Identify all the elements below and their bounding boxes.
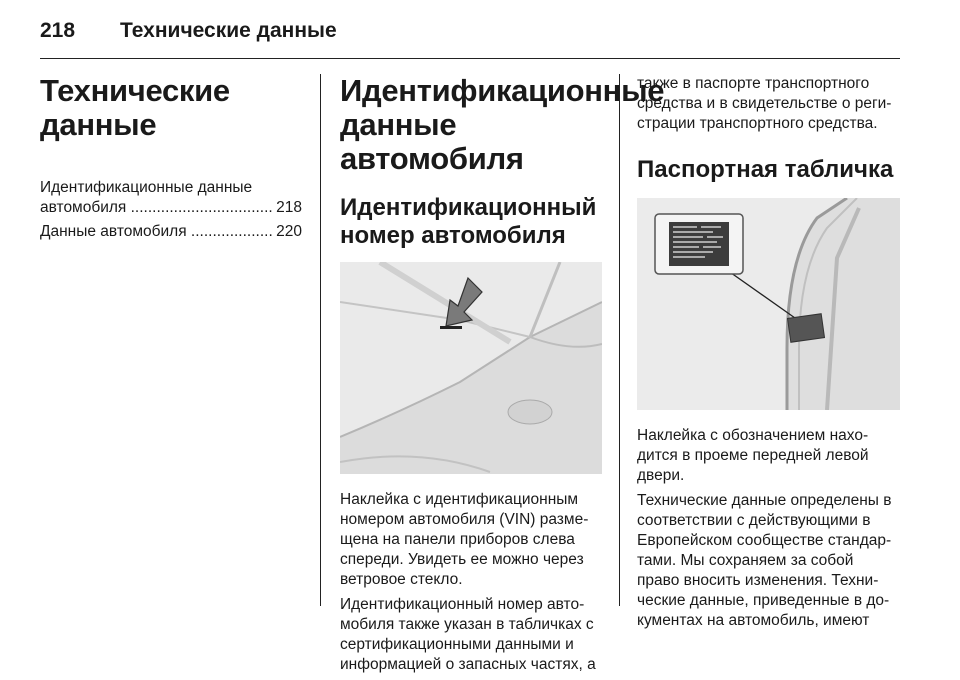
vin-paragraph-1 bbox=[340, 490, 602, 590]
column-toc bbox=[40, 74, 302, 246]
continued-paragraph bbox=[637, 74, 902, 134]
chapter-title: Технические данные bbox=[40, 73, 230, 142]
plate-paragraph-2 bbox=[637, 491, 902, 631]
text-line: сертификационными данными и bbox=[340, 636, 574, 653]
text-line: Европейском сообществе стандар- bbox=[637, 532, 892, 549]
text-line: дится в проеме передней левой bbox=[637, 447, 869, 464]
section-title-line: Идентификационные bbox=[340, 73, 665, 108]
toc-entry-text: автомобиля ..... bbox=[40, 198, 274, 218]
identification-plate-illustration bbox=[637, 198, 900, 410]
toc-page-number: 218 bbox=[276, 199, 302, 216]
text-line: Наклейка с обозначением нахо- bbox=[637, 427, 869, 444]
toc-page-number: 220 bbox=[276, 223, 302, 240]
text-line: Идентификационный номер авто- bbox=[340, 596, 585, 613]
text-line: номером автомобиля (VIN) разме- bbox=[340, 511, 589, 528]
subsection-title-plate: Паспортная табличка bbox=[637, 156, 894, 183]
text-line: кументах на автомобиль, имеют bbox=[637, 612, 870, 629]
toc-entry-text: Идентификационные данные bbox=[40, 179, 253, 196]
text-line: информацией о запасных частях, а bbox=[340, 656, 596, 673]
plate-closeup bbox=[655, 214, 743, 274]
text-line: щена на панели приборов слева bbox=[340, 531, 575, 548]
text-line: мобиля также указан в табличках с bbox=[340, 616, 594, 633]
toc-entry-vehicle-data[interactable] bbox=[40, 222, 302, 242]
text-line: Наклейка с идентификационным bbox=[340, 491, 579, 508]
text-line: соответствии с действующими в bbox=[637, 512, 871, 529]
plate-paragraph-1 bbox=[637, 426, 902, 486]
text-line: право вносить изменения. Техни- bbox=[637, 572, 879, 589]
toc-entry-identification[interactable] bbox=[40, 178, 302, 218]
toc-entry-text: Данные автомобиля ..... bbox=[40, 222, 274, 242]
text-line: ческие данные, приведенные в до- bbox=[637, 592, 890, 609]
header-rule bbox=[40, 58, 900, 59]
column-plate bbox=[637, 74, 902, 636]
vin-location-illustration bbox=[340, 262, 602, 474]
plate-sticker bbox=[787, 314, 824, 342]
vin-paragraph-2 bbox=[340, 595, 602, 675]
text-line: ветровое стекло. bbox=[340, 571, 463, 588]
running-title: Технические данные bbox=[120, 19, 337, 42]
subsection-title-line: Идентификационный bbox=[340, 194, 597, 221]
text-line: также в паспорте транспортного bbox=[637, 75, 870, 92]
text-line: тами. Мы сохраняем за собой bbox=[637, 552, 854, 569]
subsection-title-line: номер автомобиля bbox=[340, 222, 566, 249]
section-title bbox=[340, 73, 665, 176]
subsection-title-vin bbox=[340, 194, 602, 250]
text-line: двери. bbox=[637, 467, 685, 484]
text-line: средства и в свидетельстве о реги- bbox=[637, 95, 892, 112]
text-line: Технические данные определены в bbox=[637, 492, 892, 509]
text-line: страции транспортного средства. bbox=[637, 115, 878, 132]
page-number: 218 bbox=[40, 19, 76, 42]
text-line: спереди. Увидеть ее можно через bbox=[340, 551, 584, 568]
column-divider-2 bbox=[619, 74, 620, 606]
page-header bbox=[40, 14, 337, 48]
section-title-line: данные автомобиля bbox=[340, 107, 524, 176]
column-divider-1 bbox=[320, 74, 321, 606]
